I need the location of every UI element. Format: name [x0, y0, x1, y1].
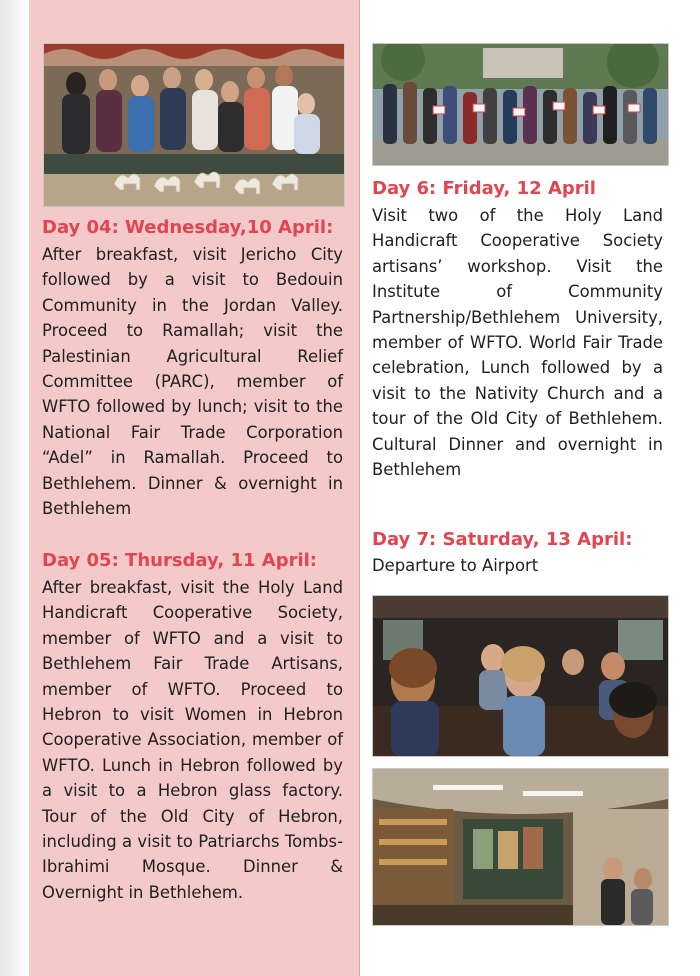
photo-group-in-tent	[43, 43, 345, 207]
day05-heading: Day 05: Thursday, 11 April:	[42, 550, 318, 571]
day05-body: After breakfast, visit the Holy Land Handicraft Cooperative Society, member of WFTO and a visit to Bethlehem Fair Trade Artisans, member of WFTO. Proceed to Hebron to visit Women in Hebron Cooperative Association, member of WFTO. Lunch in Hebron followed by a visit to a Hebron glass factory. Tour of the Old City of Hebron, including a visit to Patriarchs Tombs- Ibrahimi Mosque. Dinner & Overnight in Bethlehem.	[42, 578, 343, 902]
photo-large-group	[372, 43, 669, 166]
day04-body: After breakfast, visit Jericho City followed by a visit to Bedouin Community in the Jordan Valley. Proceed to Ramallah; visit the Palestinian Agricultural Relief Committee (PARC), member of WFTO followed by lunch; visit to the National Fair Trade Corporation “Adel” in Ramallah. Proceed to Bethlehem. Dinner & overnight in Bethlehem	[42, 245, 343, 519]
page-edge-shadow	[0, 0, 28, 976]
photo-group-in-tent-image	[44, 44, 344, 206]
day04-heading: Day 04: Wednesday,10 April:	[42, 217, 334, 238]
photo-large-group-image	[373, 44, 668, 165]
photo-travelers-in-bus	[372, 595, 669, 757]
day06-body: Visit two of the Holy Land Handicraft Cooperative Society artisans’ workshop. Visit the Institute of Community Partnership/Bethlehem University, member of WFTO. World Fair Trade celebration, Lunch followed by a visit to the Nativity Church and a tour of the Old City of Bethlehem. Cultural Dinner and overnight in Bethlehem	[372, 206, 663, 480]
day06-heading: Day 6: Friday, 12 April	[372, 178, 596, 199]
photo-travelers-in-bus-image	[373, 596, 668, 756]
day07-body: Departure to Airport	[372, 556, 539, 575]
photo-old-city-market	[372, 768, 669, 926]
day07-heading: Day 7: Saturday, 13 April:	[372, 529, 633, 550]
photo-old-city-market-image	[373, 769, 668, 925]
